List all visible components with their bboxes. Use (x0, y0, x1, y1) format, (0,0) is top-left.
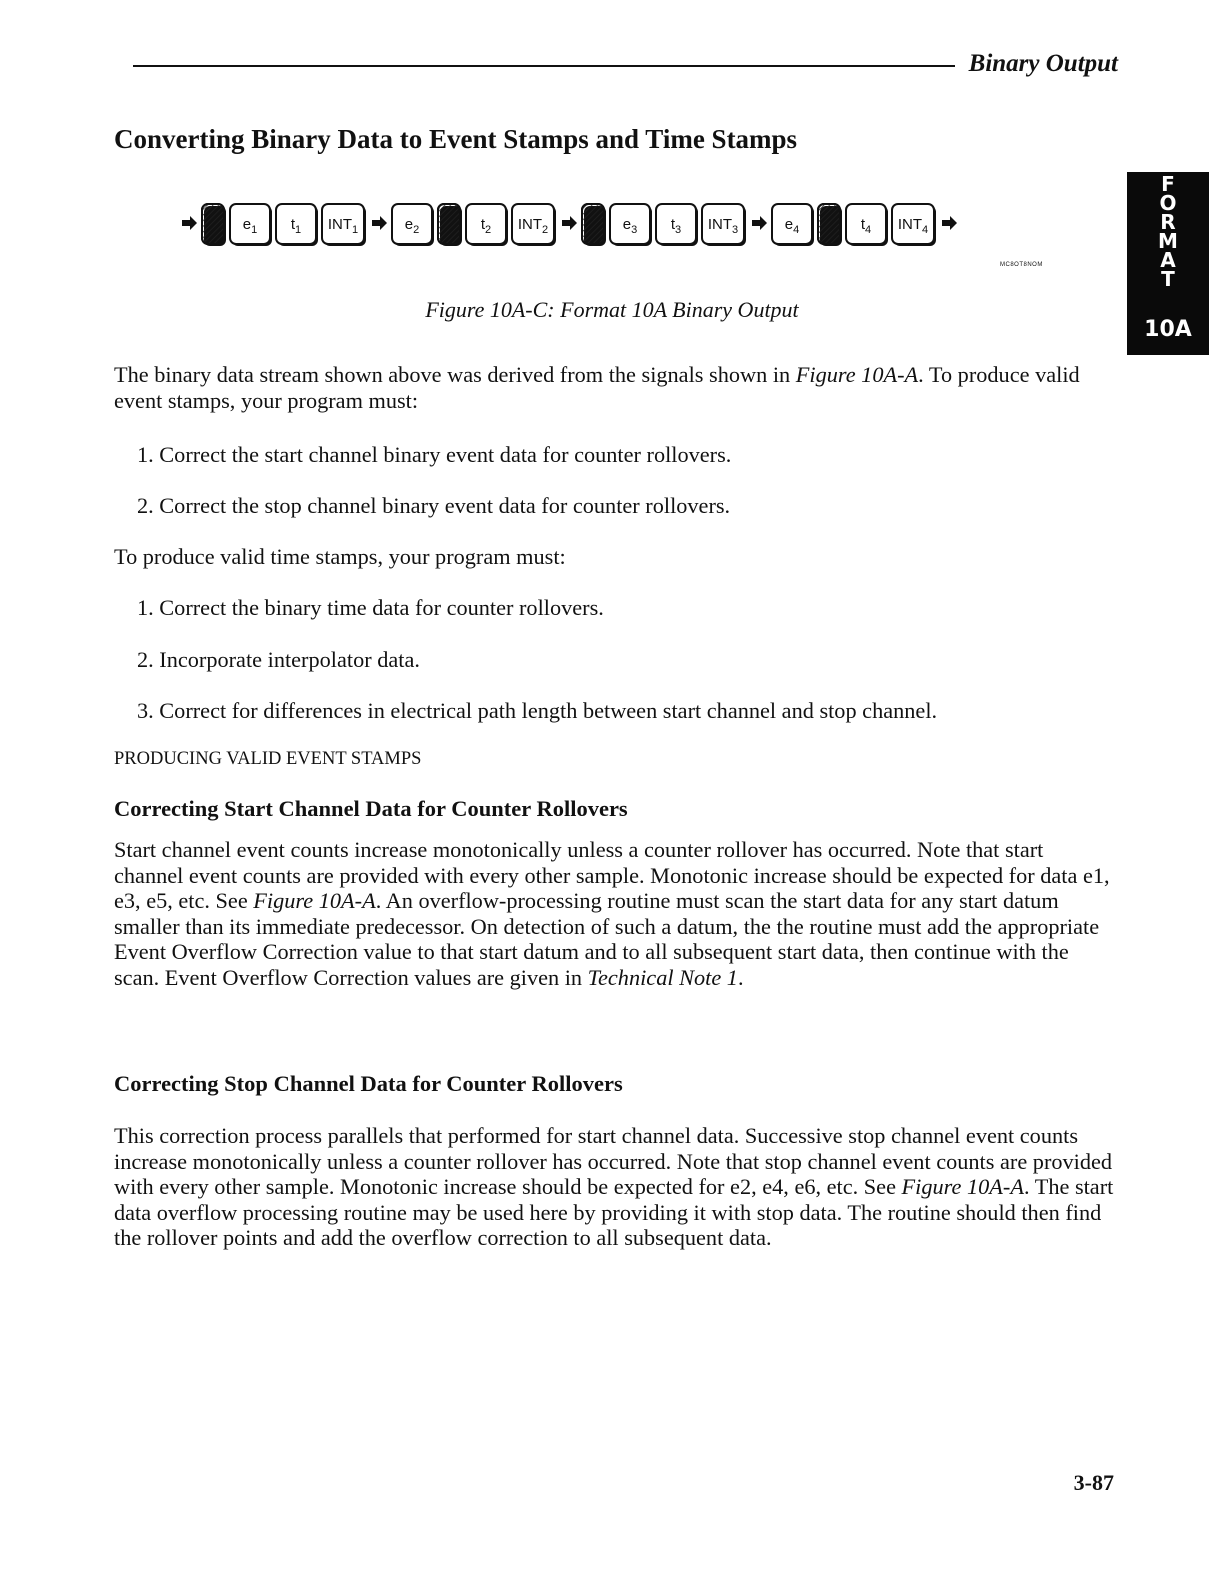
hatched-cell (438, 204, 462, 246)
cell-label: $e_3$ (622, 216, 638, 236)
data-cell (466, 204, 508, 246)
cell-label: $INT_2$ (517, 216, 549, 236)
intro-paragraph: The binary data stream shown above was derived from the signals shown in Figure 10A-A. To produce valid event stamps, your program must: (114, 362, 1080, 413)
cell-label: $t_4$ (860, 216, 872, 236)
cell-label: $e_2$ (404, 216, 420, 236)
cell-label: $t_1$ (290, 216, 302, 236)
start-section-paragraph: Start channel event counts increase monotonically unless a counter rollover has occurred. Note that start channel event counts are provided with every other sample. Monotonic increase should be expected for data e1, e3, e5, etc. See Figure 10A-A. An overflow-processing routine must scan the start data for any start datum smaller than its immediate predecessor. On detection of such a datum, the the routine must add the appropriate Event Overflow Correction value to that start datum and to all subsequent start data, then continue with the scan. Event Overflow Correction values are given in Technical Note 1. (114, 837, 1110, 990)
side-tab-letter: M (1158, 229, 1178, 253)
page-number: 3-87 (1073, 1470, 1114, 1495)
stop-section-heading: Correcting Stop Channel Data for Counter Rollovers (114, 1071, 623, 1096)
data-cell (702, 204, 746, 246)
format-side-tab (1127, 172, 1209, 355)
flow-arrow-icon (562, 216, 577, 230)
time-step-3: 3. Correct for differences in electrical path length between start channel and stop channel. (137, 698, 938, 723)
hatched-cell (582, 204, 606, 246)
data-cell (512, 204, 556, 246)
cell-label: $INT_3$ (707, 216, 739, 236)
binary-stream-figure (180, 198, 1060, 250)
figure-reference: Figure 10A-A (253, 888, 376, 913)
cell-label: $e_1$ (242, 216, 258, 236)
figure-reference: Figure 10A-A (795, 362, 919, 387)
side-tab-letter: A (1160, 248, 1176, 272)
flow-arrow-icon (752, 216, 767, 230)
data-cell (322, 204, 366, 246)
binary-stream-diagram (180, 198, 1060, 250)
data-cell (772, 204, 814, 246)
figure-caption: Figure 10A-C: Format 10A Binary Output (425, 297, 799, 322)
figure-reference: Figure 10A-A (901, 1174, 1024, 1199)
data-cell (846, 204, 888, 246)
side-tab-letter: T (1161, 267, 1175, 291)
data-cell (610, 204, 652, 246)
data-cell (276, 204, 318, 246)
running-header-title: Binary Output (968, 50, 1118, 77)
side-tab-letter: F (1161, 172, 1175, 196)
flow-arrow-icon (182, 216, 197, 230)
data-cell (656, 204, 698, 246)
section-title: Converting Binary Data to Event Stamps and Time Stamps (114, 124, 798, 154)
data-cell (392, 204, 434, 246)
subsection-heading: PRODUCING VALID EVENT STAMPS (114, 749, 422, 769)
figure-code: MC8OT8NOM (1000, 262, 1043, 268)
side-tab-letter: R (1160, 210, 1176, 234)
side-tab-letters (1127, 172, 1209, 289)
stop-section-paragraph: This correction process parallels that performed for start channel data. Successive stop channel event counts increase monotonically unless a counter rollover has occurred. Note that stop channel event counts are provided with every other sample. Monotonic increase should be expected for e2, e4, e6, etc. See Figure 10A-A. The start data overflow processing routine may be used here by providing it with stop data. The routine should then find the rollover points and add the overflow correction to all subsequent data. (114, 1123, 1114, 1250)
data-cell (230, 204, 272, 246)
header-rule (133, 65, 955, 67)
cell-label: $t_3$ (670, 216, 682, 236)
time-step-1: 1. Correct the binary time data for counter rollovers. (137, 595, 604, 620)
time-step-2: 2. Incorporate interpolator data. (137, 647, 420, 672)
start-section-heading: Correcting Start Channel Data for Counter Rollovers (114, 796, 628, 821)
event-step-1: 1. Correct the start channel binary event data for counter rollovers. (137, 442, 732, 467)
time-stamps-intro: To produce valid time stamps, your program must: (114, 544, 566, 569)
cell-label: $INT_1$ (327, 216, 359, 236)
flow-arrow-icon (372, 216, 387, 230)
event-step-2: 2. Correct the stop channel binary event data for counter rollovers. (137, 493, 731, 518)
cell-label: $e_4$ (784, 216, 800, 236)
hatched-cell (818, 204, 842, 246)
hatched-cell (202, 204, 226, 246)
side-tab-letter: O (1159, 191, 1177, 215)
side-tab-number: 10A (1144, 317, 1192, 342)
cell-label: $t_2$ (480, 216, 492, 236)
data-cell (892, 204, 936, 246)
flow-arrow-icon (942, 216, 957, 230)
cell-label: $INT_4$ (897, 216, 929, 236)
technical-note-reference: Technical Note 1 (587, 964, 738, 990)
